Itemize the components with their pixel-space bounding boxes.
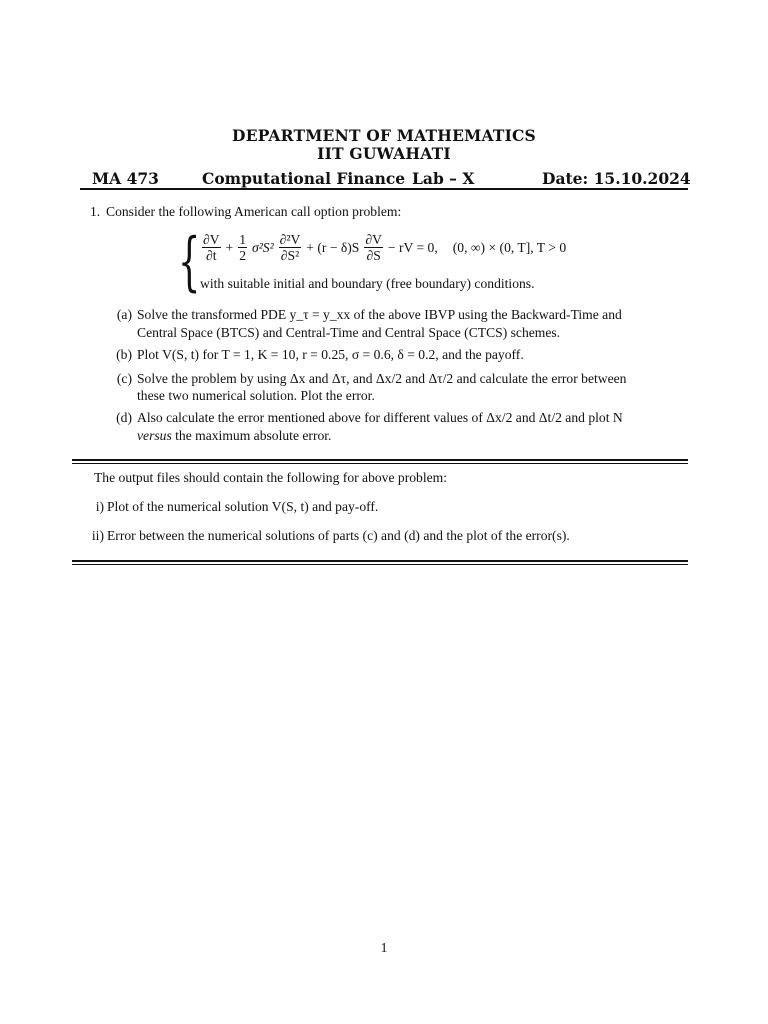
fraction-d2v-ds2: $\frac{\text{∂²V}}{\text{∂S²}}$ [279, 232, 301, 263]
boundary-conditions: with suitable initial and boundary (free boundary) conditions. [200, 276, 535, 291]
fraction-dv-ds: $\frac{\partial V}{\partial S}$ [365, 232, 382, 263]
subquestion-a-line1: Solve the transformed PDE y_τ = y_xx of the above IBVP using the Backward-Time and [137, 307, 622, 322]
problem-intro: Consider the following American call option problem: [106, 204, 402, 219]
page-number: 1 [380, 940, 388, 955]
subquestion-label: (a) [116, 307, 132, 322]
equation-brace: { [178, 225, 201, 299]
output-item-label: i) [95, 499, 104, 514]
course-info-row [80, 169, 691, 189]
fraction-dv-dt: $\frac{\partial V}{\partial t}$ [203, 232, 220, 263]
subquestion-b-line1: Plot V(S, t) for T = 1, K = 10, r = 0.25, σ = 0.6, δ = 0.2, and the payoff. [137, 347, 524, 362]
output-intro: The output files should contain the following for above problem: [94, 470, 447, 485]
course-code: MA 473 [92, 169, 159, 188]
equation-domain: (0, ∞) × (0, T], T > 0 [452, 239, 567, 255]
course-name: Computational Finance [202, 169, 406, 188]
output-item-text: Plot of the numerical solution V(S, t) and pay-off. [107, 499, 379, 514]
subquestion-label: (c) [116, 371, 132, 386]
subquestion-c-line2: these two numerical solution. Plot the error. [137, 388, 375, 403]
output-item-label: ii) [91, 528, 104, 543]
fraction-half: $\frac{1}{2}$ [239, 232, 247, 263]
subquestion-c-line1: Solve the problem by using Δx and Δτ, and Δx/2 and Δτ/2 and calculate the error between [137, 371, 627, 386]
subquestion-label: (b) [116, 347, 132, 362]
problem-number: 1. [90, 204, 101, 219]
pde-equation: $\frac{\partial V}{\partial t}$ + $\frac{1}{2}$ σ²S² $\frac{\text{∂²V}}{\text{∂S²}}$ + (r − δ)S $\frac{\partial V}{\partial S}$ − rV = 0, (0, ∞) × (0, T], T > 0 [203, 232, 567, 263]
section-double-rule-bottom [72, 560, 688, 565]
subquestion-a-line2: Central Space (BTCS) and Central-Time and Central Space (CTCS) schemes. [137, 325, 561, 340]
subquestion-d-line1: Also calculate the error mentioned above for different values of Δx/2 and Δt/2 and plot N [137, 410, 623, 425]
department-title: DEPARTMENT OF MATHEMATICS [232, 126, 536, 145]
header-rule [80, 188, 688, 190]
subquestion-label: (d) [116, 410, 132, 425]
lab-number: Lab – X [412, 169, 475, 188]
section-double-rule-top [72, 459, 688, 464]
institute-title: IIT GUWAHATI [317, 144, 451, 163]
lab-date: Date: 15.10.2024 [542, 169, 691, 188]
output-item-text: Error between the numerical solutions of parts (c) and (d) and the plot of the error(s). [107, 528, 570, 543]
subquestion-d-line2: versus the maximum absolute error. [137, 428, 332, 443]
